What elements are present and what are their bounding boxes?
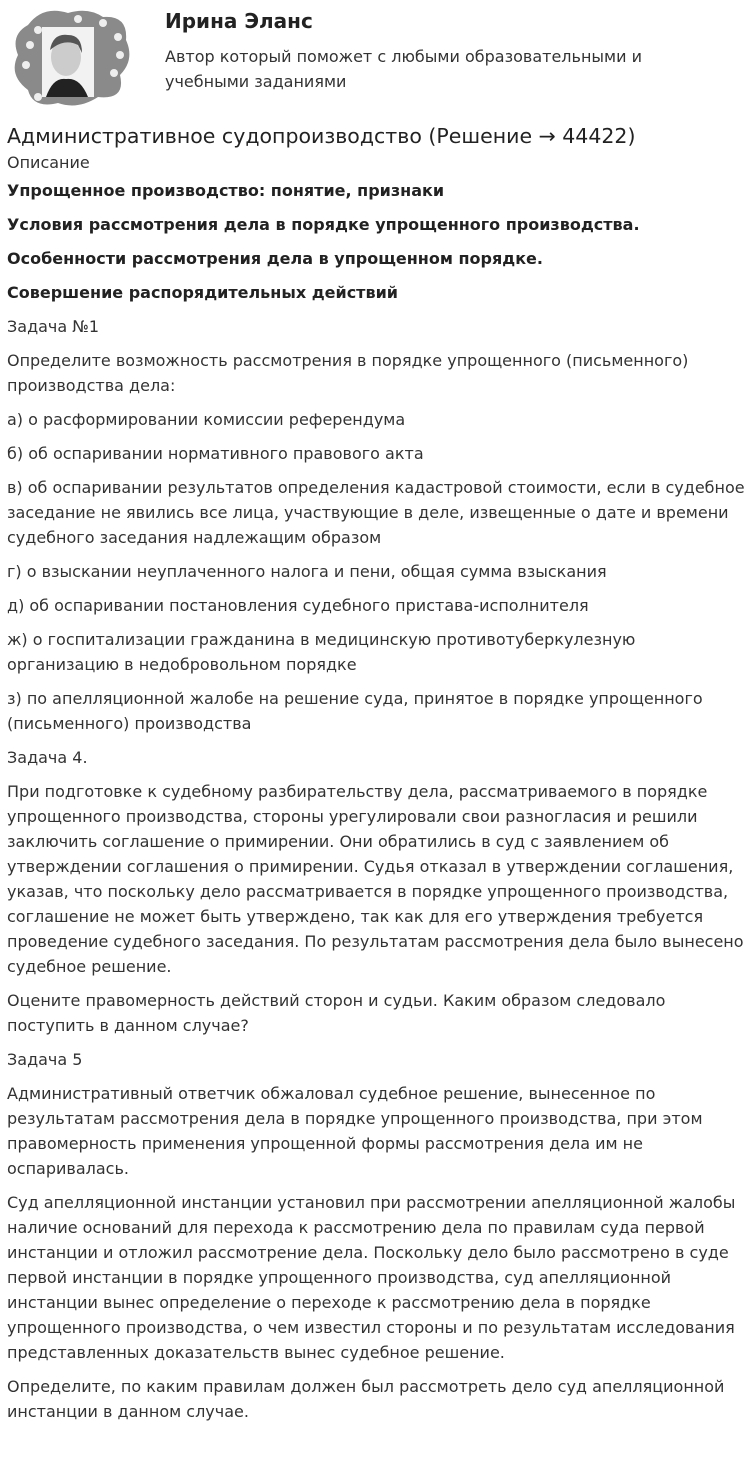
topic-heading: Упрощенное производство: понятие, признаки (7, 181, 445, 200)
list-item: г) о взыскании неуплаченного налога и пени, общая сумма взыскания (7, 562, 607, 581)
topic-heading: Условия рассмотрения дела в порядке упрощенного производства. (7, 215, 640, 234)
topic-heading: Особенности рассмотрения дела в упрощенном порядке. (7, 249, 543, 268)
list-item: а) о расформировании комиссии референдума (7, 410, 406, 429)
list-item: в) об оспаривании результатов определения кадастровой стоимости, если в судебное заседание не явились все лица, участвующие в деле, извещенные о дате и времени судебного заседания надлежащим образом (7, 478, 745, 547)
description-label: Описание (7, 153, 90, 172)
paragraph: Суд апелляционной инстанции установил при рассмотрении апелляционной жалобы наличие оснований для перехода к рассмотрению дела по правилам суда первой инстанции и отложил рассмотрение дела. Поскольку дело было рассмотрено в суде первой инстанции в порядке упрощенного производства, суд апелляционной инстанции вынес определение о переходе к рассмотрению дела в порядке упрощенного производства, о чем известил стороны и по результатам исследования представленных доказательств вынес судебное решение. (7, 1193, 736, 1362)
paragraph: При подготовке к судебному разбирательству дела, рассматриваемого в порядке упрощенного производства, стороны урегулировали свои разногласия и решили заключить соглашение о примирении. Они обратились в суд с заявлением об утверждении соглашения о примирении. Судья отказал в утверждении соглашения, указав, что поскольку дело рассматривается в порядке упрощенного производства, соглашение не может быть утверждено, так как для его утверждения требуется проведение судебного заседания. По результатам рассмотрения дела было вынесено судебное решение. (7, 782, 744, 976)
task-heading: Задача 4. (7, 748, 88, 767)
author-name: Ирина Эланс (165, 9, 313, 33)
topic-heading: Совершение распорядительных действий (7, 283, 398, 302)
list-item: ж) о госпитализации гражданина в медицинскую противотуберкулезную организацию в недобровольном порядке (7, 630, 636, 674)
task-heading: Задача №1 (7, 317, 100, 336)
paragraph: Административный ответчик обжаловал судебное решение, вынесенное по результатам рассмотрения дела в порядке упрощенного производства, при этом правомерность применения упрощенной формы рассмотрения дела им не оспаривалась. (7, 1084, 703, 1178)
list-item: д) об оспаривании постановления судебного пристава-исполнителя (7, 596, 589, 615)
author-avatar (8, 5, 135, 110)
paragraph: Определите, по каким правилам должен был рассмотреть дело суд апелляционной инстанции в данном случае. (7, 1377, 725, 1421)
author-description: Автор который поможет с любыми образовательными и учебными заданиями (165, 47, 642, 91)
paragraph: Определите возможность рассмотрения в порядке упрощенного (письменного) производства дела: (7, 351, 689, 395)
paragraph: Оцените правомерность действий сторон и судьи. Каким образом следовало поступить в данном случае? (7, 991, 666, 1035)
page-title: Административное судопроизводство (Решение → 44422) (7, 124, 636, 148)
author-header (0, 0, 750, 122)
list-item: б) об оспаривании нормативного правового акта (7, 444, 424, 463)
document-body (0, 122, 750, 1424)
task-heading: Задача 5 (7, 1050, 83, 1069)
list-item: з) по апелляционной жалобе на решение суда, принятое в порядке упрощенного (письменного) производства (7, 689, 703, 733)
